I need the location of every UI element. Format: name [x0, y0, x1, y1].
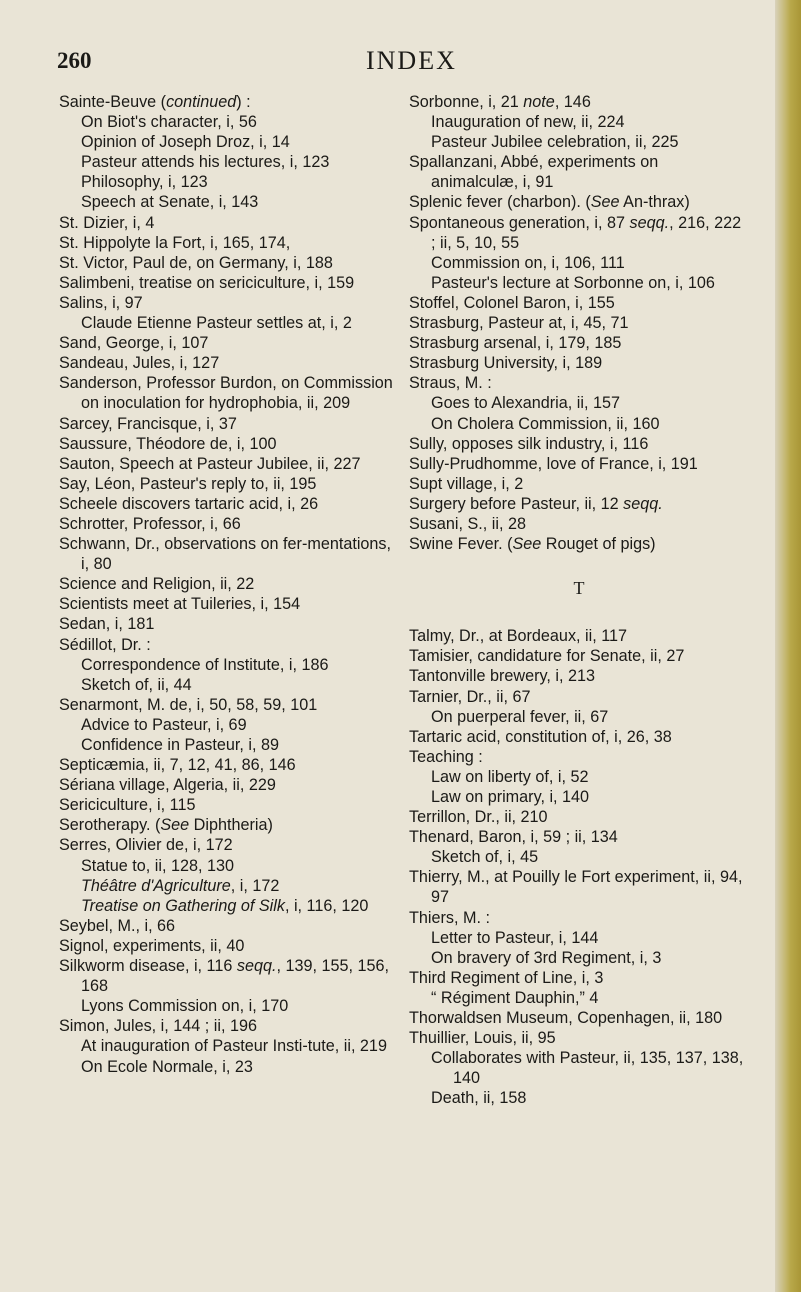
index-subentry: At inauguration of Pasteur Insti-tute, ii, 219: [81, 1037, 387, 1056]
index-entry: Thorwaldsen Museum, Copenhagen, ii, 180: [409, 1009, 723, 1028]
index-entry: Sedan, i, 181: [59, 615, 155, 634]
index-column-right: [409, 92, 749, 1109]
index-entry: Scientists meet at Tuileries, i, 154: [59, 595, 301, 614]
index-subentry: Inauguration of new, ii, 224: [431, 113, 625, 132]
index-entry: Tantonville brewery, i, 213: [409, 667, 595, 686]
index-subentry: Sketch of, i, 45: [431, 848, 539, 867]
index-entry: Spallanzani, Abbé, experiments on animalculæ, i, 91: [409, 153, 659, 192]
index-subentry: Philosophy, i, 123: [81, 173, 208, 192]
index-subentry: Treatise on Gathering of Silk, i, 116, 120: [81, 896, 369, 915]
page-title: INDEX: [366, 46, 457, 75]
index-entry: Straus, M. :: [409, 374, 492, 393]
index-entry: Schrotter, Professor, i, 66: [59, 514, 241, 533]
index-subentry: Law on primary, i, 140: [431, 788, 590, 806]
page-header: [0, 40, 801, 80]
index-entry: Say, Léon, Pasteur's reply to, ii, 195: [59, 474, 317, 493]
index-subentry: Statue to, ii, 128, 130: [81, 856, 234, 875]
index-entry: Seybel, M., i, 66: [59, 916, 176, 935]
index-entry: Supt village, i, 2: [409, 474, 524, 493]
page-edge: [775, 0, 801, 1292]
index-entry: Senarmont, M. de, i, 50, 58, 59, 101: [59, 695, 318, 714]
index-subentry: Théâtre d'Agriculture, i, 172: [81, 876, 280, 895]
index-subentry: Death, ii, 158: [431, 1089, 527, 1108]
index-entry: Strasburg arsenal, i, 179, 185: [409, 334, 622, 353]
index-entry: Splenic fever (charbon). (See An-thrax): [409, 193, 690, 212]
index-subentry: On puerperal fever, ii, 67: [431, 707, 609, 726]
index-entry: Strasburg, Pasteur at, i, 45, 71: [409, 314, 629, 333]
index-entry: Talmy, Dr., at Bordeaux, ii, 117: [409, 627, 628, 646]
index-section-s-continued: [409, 92, 749, 554]
index-entry: Simon, Jules, i, 144 ; ii, 196: [59, 1017, 257, 1036]
index-subentry: Pasteur Jubilee celebration, ii, 225: [431, 133, 679, 152]
index-subentry: Correspondence of Institute, i, 186: [81, 655, 329, 674]
index-entry: St. Dizier, i, 4: [59, 213, 155, 232]
index-entry: Stoffel, Colonel Baron, i, 155: [409, 293, 615, 312]
index-subentry: Pasteur's lecture at Sorbonne on, i, 106: [431, 273, 715, 292]
index-subentry: Speech at Senate, i, 143: [81, 193, 259, 212]
index-subentry: Lyons Commission on, i, 170: [81, 997, 289, 1016]
index-entry: Surgery before Pasteur, ii, 12 seqq.: [409, 494, 663, 513]
index-entry: Sericiculture, i, 115: [59, 796, 196, 815]
page-number: 260: [57, 48, 92, 73]
index-entry: Sully, opposes silk industry, i, 116: [409, 434, 649, 453]
index-entry: St. Hippolyte la Fort, i, 165, 174,: [59, 233, 291, 252]
index-entry: Serres, Olivier de, i, 172: [59, 836, 233, 855]
index-subentry: Advice to Pasteur, i, 69: [81, 715, 247, 734]
section-letter: T: [573, 578, 585, 599]
index-entry: Sériana village, Algeria, ii, 229: [59, 776, 276, 795]
index-subentry: On Cholera Commission, ii, 160: [431, 414, 660, 433]
index-subentry: Sketch of, ii, 44: [81, 675, 192, 694]
index-entry: Septicæmia, ii, 7, 12, 41, 86, 146: [59, 756, 296, 775]
index-entry: Tamisier, candidature for Senate, ii, 27: [409, 647, 685, 666]
index-subentry: Collaborates with Pasteur, ii, 135, 137, 138, 140: [431, 1049, 744, 1088]
index-entry: Third Regiment of Line, i, 3: [409, 968, 604, 987]
index-entry: Sauton, Speech at Pasteur Jubilee, ii, 227: [59, 454, 361, 473]
index-entry: Silkworm disease, i, 116 seqq., 139, 155, 156, 168: [59, 957, 389, 996]
index-entry: Strasburg University, i, 189: [409, 354, 603, 373]
index-entry: Sarcey, Francisque, i, 37: [59, 414, 237, 433]
index-column-left: [59, 92, 394, 1077]
index-entry: Thierry, M., at Pouilly le Fort experiment, ii, 94, 97: [409, 868, 743, 907]
index-entry: Saussure, Théodore de, i, 100: [59, 434, 277, 453]
index-subentry: Pasteur attends his lectures, i, 123: [81, 153, 330, 172]
index-entry: Tarnier, Dr., ii, 67: [409, 687, 531, 706]
index-subentry: Goes to Alexandria, ii, 157: [431, 394, 620, 413]
index-entry: Schwann, Dr., observations on fer-mentations, i, 80: [59, 535, 392, 574]
index-entry: Spontaneous generation, i, 87 seqq., 216, 222 ; ii, 5, 10, 55: [409, 213, 742, 252]
index-subentry: Law on liberty of, i, 52: [431, 767, 589, 786]
index-entry: Thiers, M. :: [409, 908, 490, 927]
index-entry: Sorbonne, i, 21 note, 146: [409, 93, 591, 111]
index-entry: Science and Religion, ii, 22: [59, 575, 255, 594]
index-entry: Sanderson, Professor Burdon, on Commission on inoculation for hydrophobia, ii, 209: [59, 374, 393, 413]
index-entry: Thenard, Baron, i, 59 ; ii, 134: [409, 828, 618, 847]
index-subentry: Confidence in Pasteur, i, 89: [81, 736, 279, 754]
index-subentry: On Ecole Normale, i, 23: [81, 1057, 253, 1076]
index-subentry: Opinion of Joseph Droz, i, 14: [81, 133, 290, 152]
index-section-t: [409, 626, 749, 1108]
index-entry: Terrillon, Dr., ii, 210: [409, 808, 548, 827]
index-entry: Sandeau, Jules, i, 127: [59, 354, 220, 373]
index-entry: Serotherapy. (See Diphtheria): [59, 816, 273, 835]
index-subentry: Commission on, i, 106, 111: [431, 253, 625, 272]
index-entry: Salins, i, 97: [59, 293, 143, 312]
index-entry: Signol, experiments, ii, 40: [59, 936, 245, 955]
index-entry: Scheele discovers tartaric acid, i, 26: [59, 494, 319, 513]
index-entry: Sand, George, i, 107: [59, 334, 209, 353]
index-subentry: On bravery of 3rd Regiment, i, 3: [431, 948, 662, 967]
index-subentry: On Biot's character, i, 56: [81, 113, 257, 132]
index-entry: Sainte-Beuve (continued) :: [59, 93, 251, 111]
index-entry: Teaching :: [409, 747, 483, 766]
index-entry: Tartaric acid, constitution of, i, 26, 38: [409, 727, 672, 746]
index-entry: Sully-Prudhomme, love of France, i, 191: [409, 454, 698, 473]
index-subentry: “ Régiment Dauphin,” 4: [431, 988, 599, 1007]
index-entry: Swine Fever. (See Rouget of pigs): [409, 535, 656, 554]
index-entry: Susani, S., ii, 28: [409, 514, 526, 533]
index-subentry: Letter to Pasteur, i, 144: [431, 928, 599, 947]
index-entry: Thuillier, Louis, ii, 95: [409, 1029, 556, 1048]
index-entry: Salimbeni, treatise on sericiculture, i, 159: [59, 273, 355, 292]
index-entry: St. Victor, Paul de, on Germany, i, 188: [59, 253, 333, 272]
index-subentry: Claude Etienne Pasteur settles at, i, 2: [81, 314, 352, 333]
index-entry: Sédillot, Dr. :: [59, 635, 151, 654]
